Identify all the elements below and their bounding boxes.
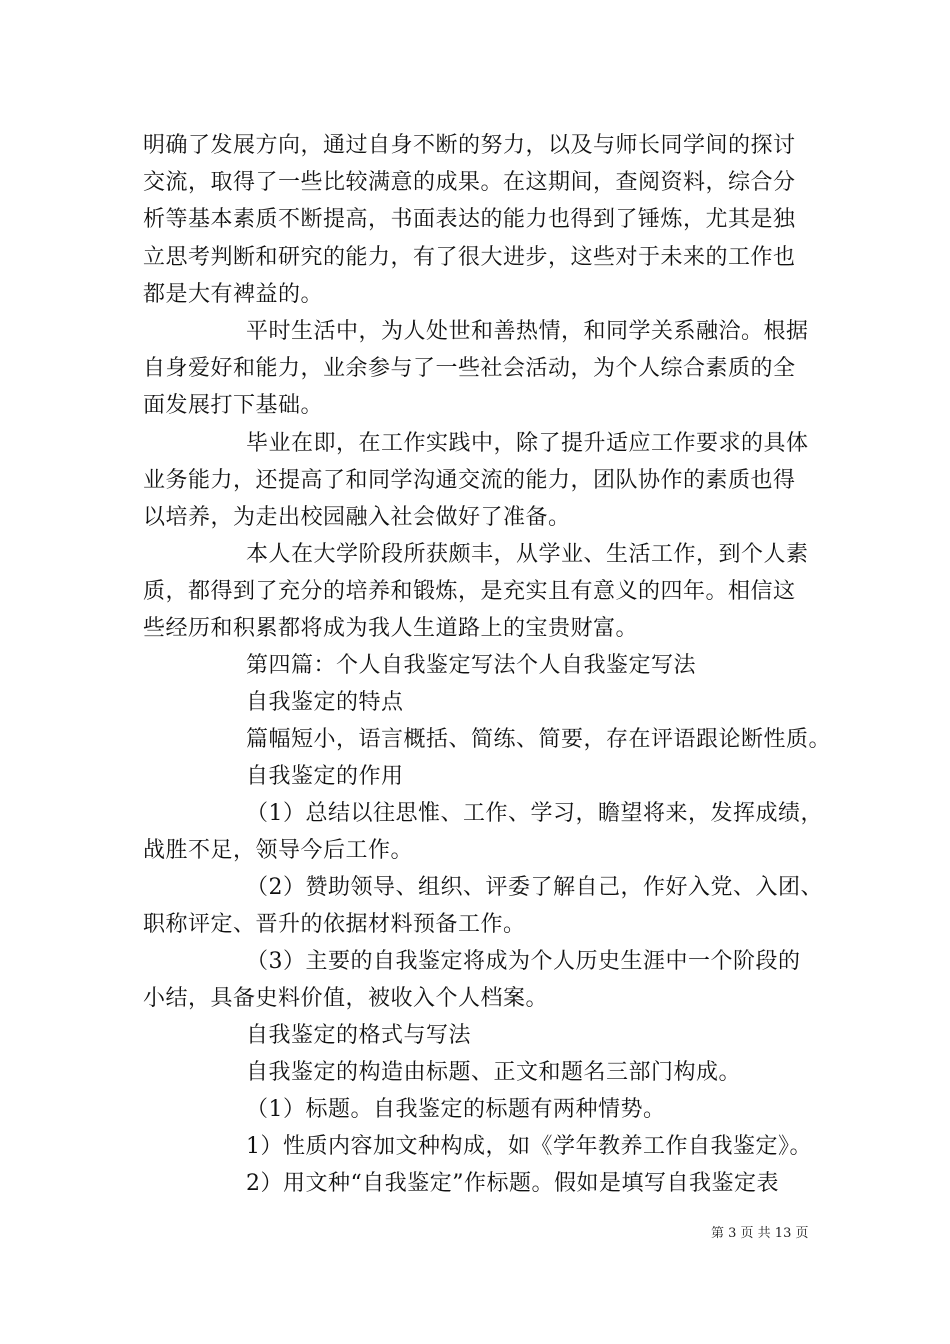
text-line: 面发展打下基础。 (143, 393, 324, 418)
subsection-heading: 自我鉴定的特点 (246, 690, 404, 715)
text-line: 平时生活中，为人处世和善热情，和同学关系融洽。根据 (246, 319, 809, 344)
subsection-heading: 自我鉴定的格式与写法 (246, 1023, 472, 1048)
text-line: 都是大有裨益的。 (143, 282, 324, 307)
list-item: 1）性质内容加文种构成，如《学年教养工作自我鉴定》。 (246, 1134, 812, 1159)
subsection-heading: 自我鉴定的作用 (246, 764, 404, 789)
text-line: 业务能力，还提高了和同学沟通交流的能力，团队协作的素质也得 (143, 468, 796, 493)
text-line: 篇幅短小，语言概括、简练、简要，存在评语跟论断性质。 (246, 727, 832, 752)
text-line: 自我鉴定的构造由标题、正文和题名三部门构成。 (246, 1060, 742, 1085)
text-line: 析等基本素质不断提高，书面表达的能力也得到了锤炼，尤其是独 (143, 207, 796, 232)
text-line: 战胜不足，领导今后工作。 (143, 838, 414, 863)
list-item: （2）赞助领导、组织、评委了解自己，作好入党、入团、 (246, 875, 823, 900)
text-line: 职称评定、晋升的依据材料预备工作。 (143, 912, 526, 937)
list-item: （1）标题。自我鉴定的标题有两种情势。 (246, 1097, 666, 1122)
text-line: 交流，取得了一些比较满意的成果。在这期间，查阅资料，综合分 (143, 170, 796, 195)
section-heading: 第四篇：个人自我鉴定写法个人自我鉴定写法 (246, 653, 697, 678)
text-line: 立思考判断和研究的能力，有了很大进步，这些对于未来的工作也 (143, 245, 796, 270)
text-line: 本人在大学阶段所获颇丰，从学业、生活工作，到个人素 (246, 542, 809, 567)
text-line: 自身爱好和能力，业余参与了一些社会活动，为个人综合素质的全 (143, 356, 796, 381)
text-line: 以培养，为走出校园融入社会做好了准备。 (143, 505, 571, 530)
text-line: 毕业在即，在工作实践中，除了提升适应工作要求的具体 (246, 431, 809, 456)
text-line: 小结，具备史料价值，被收入个人档案。 (143, 986, 549, 1011)
list-item: 2）用文种“自我鉴定”作标题。假如是填写自我鉴定表 (246, 1171, 779, 1196)
page-number: 第 3 页 共 13 页 (711, 1226, 809, 1241)
text-line: 明确了发展方向，通过自身不断的努力，以及与师长同学间的探讨 (143, 133, 796, 158)
list-item: （1）总结以往思惟、工作、学习，瞻望将来，发挥成绩， (246, 801, 823, 826)
list-item: （3）主要的自我鉴定将成为个人历史生涯中一个阶段的 (246, 949, 801, 974)
text-line: 些经历和积累都将成为我人生道路上的宝贵财富。 (143, 616, 639, 641)
text-line: 质，都得到了充分的培养和锻炼，是充实且有意义的四年。相信这 (143, 579, 796, 604)
